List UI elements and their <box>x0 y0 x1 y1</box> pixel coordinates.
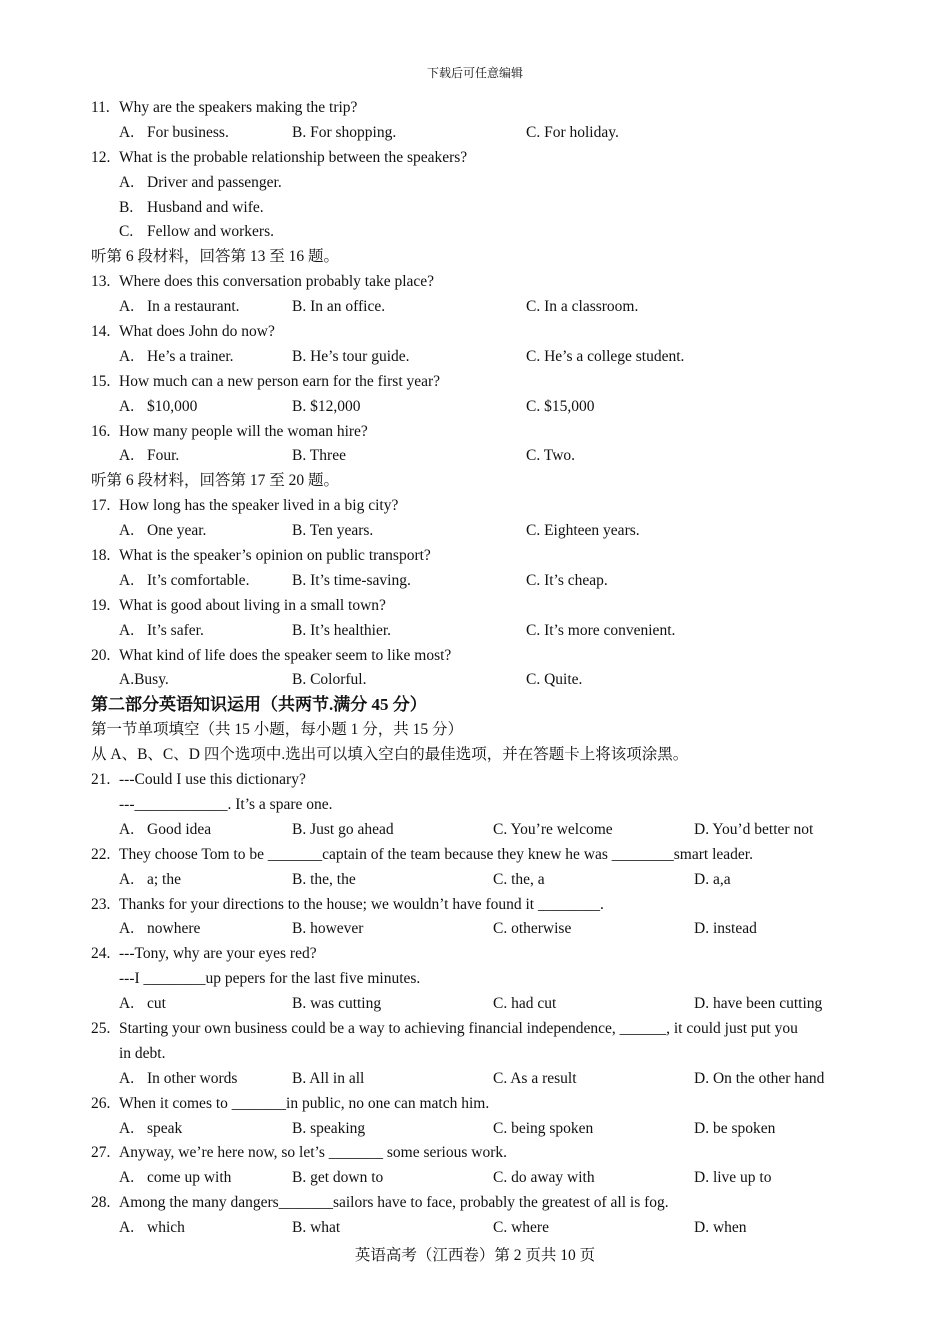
answer-option <box>292 345 410 370</box>
question-number: 13. <box>91 273 111 291</box>
question-number: 19. <box>91 596 111 614</box>
option-text: nowhere <box>147 920 201 938</box>
options-row <box>91 220 871 245</box>
instruction-text <box>91 245 871 270</box>
answer-option <box>493 1067 577 1092</box>
option-text: C. where <box>493 1219 549 1237</box>
question-row <box>91 270 871 295</box>
options-row <box>91 668 871 693</box>
option-letter: A. <box>119 447 135 465</box>
option-text: D. have been cutting <box>694 995 823 1013</box>
options-row <box>91 1216 871 1241</box>
answer-option <box>119 295 240 320</box>
question-row <box>91 494 871 519</box>
options-row <box>91 1117 871 1142</box>
option-text: C. You’re welcome <box>493 820 613 838</box>
question-text: Thanks for your directions to the house; we wouldn’t have found it ________. <box>119 895 604 913</box>
options-row <box>91 569 871 594</box>
question-number: 14. <box>91 323 111 341</box>
instruction: 第一节单项填空（共 15 小题，每小题 1 分，共 15 分） <box>91 721 464 739</box>
question-number: 15. <box>91 372 111 390</box>
question-text: ---Could I use this dictionary? <box>119 771 306 789</box>
option-text: C. Eighteen years. <box>526 522 640 540</box>
answer-option <box>292 121 396 146</box>
options-row <box>91 1166 871 1191</box>
question-row <box>91 594 871 619</box>
question-number: 16. <box>91 422 111 440</box>
question-continuation <box>91 967 871 992</box>
option-text: B. Colorful. <box>292 671 367 689</box>
answer-option <box>694 992 822 1017</box>
page-header: 下载后可任意编辑 <box>426 66 523 80</box>
answer-option <box>526 668 582 693</box>
option-text: B. It’s time-saving. <box>292 571 411 589</box>
question-text: How much can a new person earn for the first year? <box>119 372 441 390</box>
answer-option <box>292 444 346 469</box>
answer-option <box>292 1216 340 1241</box>
options-row <box>91 519 871 544</box>
options-row <box>91 295 871 320</box>
answer-option <box>493 1117 593 1142</box>
option-text: which <box>147 1219 185 1237</box>
question-text: What is good about living in a small town? <box>119 596 386 614</box>
option-text: C. As a result <box>493 1069 577 1087</box>
answer-option <box>292 619 391 644</box>
option-text: C. It’s more convenient. <box>526 621 676 639</box>
options-row <box>91 1067 871 1092</box>
option-letter: A. <box>119 522 135 540</box>
answer-option <box>493 992 556 1017</box>
question-text: Why are the speakers making the trip? <box>119 99 358 116</box>
option-text: B. get down to <box>292 1169 384 1187</box>
options-row <box>91 818 871 843</box>
option-text: C. being spoken <box>493 1119 594 1137</box>
option-text: a; the <box>147 870 181 888</box>
answer-option <box>119 619 204 644</box>
option-text: come up with <box>147 1169 232 1187</box>
option-letter: A. <box>119 397 135 415</box>
option-text: C. do away with <box>493 1169 595 1187</box>
question-number: 26. <box>91 1094 111 1112</box>
question-text: How many people will the woman hire? <box>119 422 368 440</box>
option-text: C. For holiday. <box>526 123 619 141</box>
options-row <box>91 992 871 1017</box>
option-letter: A. <box>119 820 135 838</box>
option-text: C. It’s cheap. <box>526 571 608 589</box>
answer-option <box>526 295 638 320</box>
option-text: B. the, the <box>292 870 356 888</box>
question-row <box>91 893 871 918</box>
question-text: What is the probable relationship between the speakers? <box>119 148 468 166</box>
question-number: 25. <box>91 1019 111 1037</box>
options-row <box>91 196 871 221</box>
option-text: C. In a classroom. <box>526 298 639 316</box>
answer-option <box>493 1216 549 1241</box>
option-text: Husband and wife. <box>147 198 264 216</box>
option-text: C. $15,000 <box>526 397 595 415</box>
options-row <box>91 619 871 644</box>
question-number: 11. <box>91 99 110 116</box>
question-text: ---____________. It’s a spare one. <box>119 795 333 813</box>
option-text: B. In an office. <box>292 298 386 316</box>
option-letter: A. <box>119 571 135 589</box>
option-text: C. Two. <box>526 447 576 465</box>
answer-option <box>292 1166 383 1191</box>
option-text: He’s a trainer. <box>147 347 234 365</box>
answer-option <box>119 444 179 469</box>
option-text: One year. <box>147 522 207 540</box>
option-text: C. had cut <box>493 995 557 1013</box>
answer-option <box>526 519 640 544</box>
answer-option <box>493 818 613 843</box>
option-letter: C. <box>119 223 134 241</box>
answer-option <box>493 1166 595 1191</box>
option-text: speak <box>147 1119 183 1137</box>
answer-option <box>119 868 181 893</box>
option-text: D. instead <box>694 920 757 938</box>
answer-option <box>119 1067 237 1092</box>
question-row <box>91 544 871 569</box>
answer-option <box>292 668 367 693</box>
option-text: B. Ten years. <box>292 522 374 540</box>
option-text: B. Just go ahead <box>292 820 394 838</box>
question-row <box>91 1191 871 1216</box>
option-text: $10,000 <box>147 397 198 415</box>
option-text: Four. <box>147 447 180 465</box>
exam-content <box>91 96 871 1241</box>
question-text: Anyway, we’re here now, so let’s _______ some serious work. <box>119 1144 507 1162</box>
answer-option <box>694 818 813 843</box>
question-number: 23. <box>91 895 111 913</box>
answer-option <box>119 395 197 420</box>
answer-option <box>694 868 731 893</box>
answer-option <box>526 569 608 594</box>
question-text: They choose Tom to be _______captain of the team because they knew he was ________smart leader. <box>119 845 753 863</box>
answer-option <box>526 345 684 370</box>
option-text: A.Busy. <box>119 671 169 689</box>
option-letter: A. <box>119 920 135 938</box>
option-text: C. otherwise <box>493 920 572 938</box>
option-letter: A. <box>119 1219 135 1237</box>
question-number: 20. <box>91 646 111 664</box>
option-text: B. speaking <box>292 1119 366 1137</box>
instruction-text <box>91 718 871 743</box>
option-text: D. a,a <box>694 870 731 888</box>
option-letter: A. <box>119 173 135 191</box>
answer-option <box>119 1216 185 1241</box>
question-number: 17. <box>91 497 111 515</box>
option-text: Fellow and workers. <box>147 223 274 241</box>
answer-option <box>694 1216 747 1241</box>
question-continuation <box>91 793 871 818</box>
option-text: It’s safer. <box>147 621 204 639</box>
option-text: B. He’s tour guide. <box>292 347 410 365</box>
question-row <box>91 1017 871 1042</box>
option-text: B. All in all <box>292 1069 365 1087</box>
option-text: B. For shopping. <box>292 123 397 141</box>
question-number: 12. <box>91 148 111 166</box>
question-text: What is the speaker’s opinion on public transport? <box>119 547 431 565</box>
question-number: 18. <box>91 547 111 565</box>
option-text: D. On the other hand <box>694 1069 825 1087</box>
page-footer: 英语高考（江西卷）第 2 页共 10 页 <box>354 1247 596 1264</box>
option-letter: A. <box>119 621 135 639</box>
section-heading <box>91 693 871 718</box>
option-letter: A. <box>119 347 135 365</box>
question-text: What does John do now? <box>119 323 275 341</box>
answer-option <box>526 395 594 420</box>
option-letter: A. <box>119 1169 135 1187</box>
option-letter: B. <box>119 198 134 216</box>
question-row <box>91 146 871 171</box>
option-text: C. He’s a college student. <box>526 347 685 365</box>
options-row <box>91 121 871 146</box>
question-row <box>91 768 871 793</box>
option-text: C. the, a <box>493 870 545 888</box>
answer-option <box>694 1067 824 1092</box>
option-text: B. It’s healthier. <box>292 621 392 639</box>
answer-option <box>119 917 200 942</box>
answer-option <box>292 519 373 544</box>
options-row <box>91 444 871 469</box>
answer-option <box>526 619 675 644</box>
option-text: D. be spoken <box>694 1119 776 1137</box>
question-continuation <box>91 1042 871 1067</box>
instruction: 从 A、B、C、D 四个选项中.选出可以填入空白的最佳选项，并在答题卡上将该项涂黑。 <box>91 746 689 764</box>
question-row <box>91 420 871 445</box>
question-number: 28. <box>91 1194 111 1212</box>
question-text: What kind of life does the speaker seem to like most? <box>119 646 452 664</box>
option-letter: A. <box>119 1119 135 1137</box>
question-number: 24. <box>91 945 111 963</box>
answer-option <box>526 444 575 469</box>
answer-option <box>292 868 356 893</box>
instruction: 听第 6 段材料，回答第 17 至 20 题。 <box>91 472 340 490</box>
instruction-text <box>91 743 871 768</box>
option-text: D. live up to <box>694 1169 772 1187</box>
question-text: ---I ________up pepers for the last five minutes. <box>119 970 421 988</box>
answer-option <box>694 1166 772 1191</box>
option-text: Good idea <box>147 820 212 838</box>
answer-option <box>493 868 545 893</box>
answer-option <box>119 121 229 146</box>
options-row <box>91 345 871 370</box>
option-letter: A. <box>119 123 135 141</box>
answer-option <box>119 992 166 1017</box>
option-text: It’s comfortable. <box>147 571 250 589</box>
answer-option <box>292 917 363 942</box>
answer-option <box>292 992 381 1017</box>
question-number: 21. <box>91 771 111 789</box>
option-text: B. was cutting <box>292 995 382 1013</box>
question-number: 27. <box>91 1144 111 1162</box>
answer-option <box>119 171 282 196</box>
option-text: Driver and passenger. <box>147 173 282 191</box>
question-number: 22. <box>91 845 111 863</box>
question-text: in debt. <box>119 1044 166 1062</box>
answer-option <box>292 1117 365 1142</box>
section-title: 第二部分英语知识运用（共两节.满分 45 分） <box>91 695 427 715</box>
option-letter: A. <box>119 995 135 1013</box>
answer-option <box>694 1117 775 1142</box>
question-text: Where does this conversation probably take place? <box>119 273 435 291</box>
option-text: cut <box>147 995 166 1013</box>
question-row <box>91 320 871 345</box>
instruction-text <box>91 469 871 494</box>
question-row <box>91 1092 871 1117</box>
answer-option <box>119 519 206 544</box>
answer-option <box>292 818 394 843</box>
question-text: How long has the speaker lived in a big city? <box>119 497 399 515</box>
answer-option <box>119 818 211 843</box>
answer-option <box>292 1067 364 1092</box>
answer-option <box>526 121 619 146</box>
question-row <box>91 96 871 121</box>
option-letter: A. <box>119 1069 135 1087</box>
options-row <box>91 395 871 420</box>
question-row <box>91 942 871 967</box>
option-text: D. You’d better not <box>694 820 814 838</box>
answer-option <box>292 395 360 420</box>
option-text: C. Quite. <box>526 671 583 689</box>
option-text: In a restaurant. <box>147 298 240 316</box>
answer-option <box>119 196 264 221</box>
answer-option <box>119 220 274 245</box>
answer-option <box>119 569 249 594</box>
question-text: Starting your own business could be a way to achieving financial independence, ______, it could just put you <box>119 1019 798 1037</box>
question-text: When it comes to _______in public, no one can match him. <box>119 1094 490 1112</box>
option-text: In other words <box>147 1069 238 1087</box>
answer-option <box>292 569 411 594</box>
option-text: For business. <box>147 123 229 141</box>
option-text: B. Three <box>292 447 346 465</box>
answer-option <box>694 917 757 942</box>
option-text: B. however <box>292 920 364 938</box>
question-text: Among the many dangers_______sailors have to face, probably the greatest of all is fog. <box>119 1194 669 1212</box>
question-row <box>91 843 871 868</box>
option-text: B. what <box>292 1219 341 1237</box>
question-row <box>91 1141 871 1166</box>
answer-option <box>119 1166 231 1191</box>
option-text: B. $12,000 <box>292 397 361 415</box>
option-letter: A. <box>119 870 135 888</box>
option-letter: A. <box>119 298 135 316</box>
question-row <box>91 370 871 395</box>
answer-option <box>119 345 234 370</box>
answer-option <box>119 668 169 693</box>
options-row <box>91 171 871 196</box>
question-text: ---Tony, why are your eyes red? <box>119 945 317 963</box>
answer-option <box>292 295 385 320</box>
options-row <box>91 868 871 893</box>
instruction: 听第 6 段材料，回答第 13 至 16 题。 <box>91 248 340 266</box>
question-row <box>91 644 871 669</box>
answer-option <box>493 917 571 942</box>
option-text: D. when <box>694 1219 747 1237</box>
answer-option <box>119 1117 182 1142</box>
options-row <box>91 917 871 942</box>
